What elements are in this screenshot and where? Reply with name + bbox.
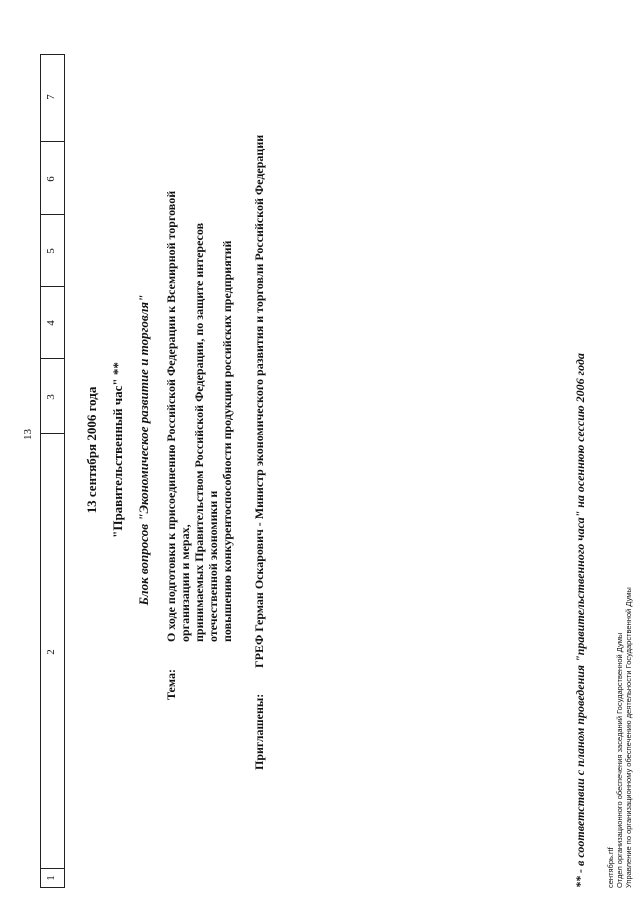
question-block-title: Блок вопросов "Экономическое развитие и торговля" — [136, 294, 151, 606]
column-divider — [41, 141, 64, 142]
column-number: 2 — [45, 649, 57, 655]
column-number: 3 — [45, 394, 57, 400]
topic-label: Тема: — [164, 669, 178, 700]
column-number: 1 — [45, 875, 57, 881]
column-divider — [41, 358, 64, 359]
invited-label: Приглашены: — [252, 693, 266, 770]
topic-line: принимаемых Правительством Российской Федерации, по защите интересов отечественной экономики и — [192, 222, 220, 642]
column-divider — [41, 868, 64, 869]
column-divider — [41, 433, 64, 434]
column-divider — [41, 214, 64, 215]
topic-line: О ходе подготовки к присоединению Российской Федерации к Всемирной торговой организации и мерах, — [164, 190, 192, 642]
column-number: 6 — [45, 176, 57, 182]
column-divider — [41, 286, 64, 287]
event-title: "Правительственный час" ** — [110, 362, 125, 538]
sender-line: Управление по организационному обеспечению деятельности Государственной Думы — [624, 587, 633, 888]
header-column-table — [40, 54, 65, 888]
sender-info — [606, 587, 633, 888]
page-number: 13 — [22, 429, 34, 440]
topic-text — [164, 162, 234, 642]
topic-line: повышению конкурентоспособности продукции российских предприятий — [220, 240, 234, 642]
column-number: 7 — [45, 94, 57, 100]
footnote: ** - в соответствии с планом проведения "правительственного часа" на осеннюю сессию 2006 года — [573, 353, 587, 888]
column-number: 4 — [45, 320, 57, 326]
invited-text: ГРЕФ Герман Оскарович - Министр экономического развития и торговли Российской Федерации — [252, 134, 266, 668]
sender-line: сентябрь.rtf — [606, 847, 615, 888]
sender-line: Отдел организационного обеспечения заседаний Государственной Думы — [615, 632, 624, 888]
session-date: 13 сентября 2006 года — [84, 386, 99, 514]
column-number: 5 — [45, 248, 57, 254]
